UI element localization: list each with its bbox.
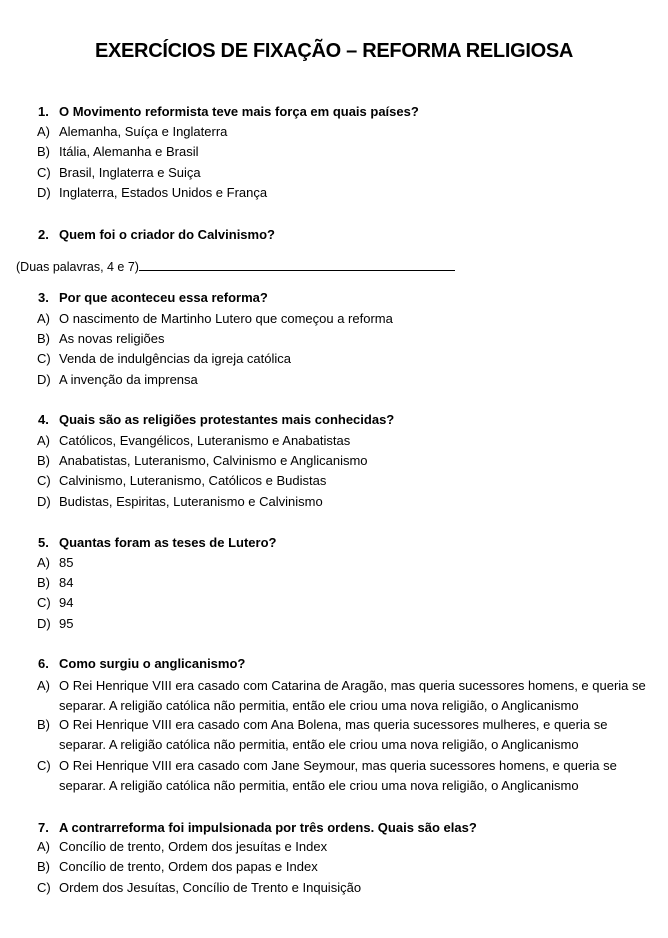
option-text: O nascimento de Martinho Lutero que começou a reforma [59,311,393,326]
option-5b [37,573,652,593]
option-5a [37,553,652,573]
option-letter: C) [37,595,51,610]
option-text: Alemanha, Suíça e Inglaterra [59,124,228,139]
question-5 [38,535,276,550]
option-7a [37,837,652,857]
question-number: 4. [38,412,49,427]
hint-text: (Duas palavras, 4 e 7) [16,260,139,274]
option-text: Concílio de trento, Ordem dos jesuítas e Index [59,839,328,854]
option-letter: B) [37,717,50,732]
question-number: 3. [38,290,49,305]
option-5c [37,593,652,613]
option-letter: C) [37,880,51,895]
question-1 [38,104,419,119]
option-text: 85 [59,555,74,570]
question-4 [38,412,394,427]
option-3d [37,370,652,390]
option-text: Anabatistas, Luteranismo, Calvinismo e Anglicanismo [59,453,368,468]
option-text: 84 [59,575,74,590]
option-text: 94 [59,595,74,610]
option-text: Inglaterra, Estados Unidos e França [59,185,268,200]
option-text: Itália, Alemanha e Brasil [59,144,199,159]
option-1b [37,142,652,162]
option-6a [37,676,652,716]
question-text: Quantas foram as teses de Lutero? [59,535,277,550]
option-letter: A) [37,311,50,326]
question-text: O Movimento reformista teve mais força em quais países? [59,104,419,119]
option-3b [37,329,652,349]
option-text: O Rei Henrique VIII era casado com Catarina de Aragão, mas queria sucessores homens, e queria se separar. A religião católica não permitia, então ele criou uma nova religião, o Anglicanismo [59,678,646,713]
option-1a [37,122,652,142]
question-7 [38,820,477,835]
option-text: Venda de indulgências da igreja católica [59,351,292,366]
option-letter: C) [37,758,51,773]
question-text: Quais são as religiões protestantes mais conhecidas? [59,412,395,427]
option-3c [37,349,652,369]
page-title: EXERCÍCIOS DE FIXAÇÃO – REFORMA RELIGIOSA [94,40,574,62]
option-letter: B) [37,144,50,159]
question-text: A contrarreforma foi impulsionada por três ordens. Quais são elas? [59,820,477,835]
option-letter: B) [37,575,50,590]
option-1c [37,163,652,183]
question-number: 5. [38,535,49,550]
question-text: Quem foi o criador do Calvinismo? [59,227,275,242]
option-letter: D) [37,185,51,200]
option-letter: A) [37,555,50,570]
option-letter: A) [37,678,50,693]
question-number: 7. [38,820,49,835]
option-5d [37,614,652,634]
option-text: 95 [59,616,74,631]
option-text: A invenção da imprensa [59,372,198,387]
question-3 [38,290,268,305]
option-text: As novas religiões [59,331,165,346]
question-number: 2. [38,227,49,242]
option-letter: D) [37,616,51,631]
option-letter: B) [37,859,50,874]
answer-blank-line [139,258,455,271]
option-4d [37,492,652,512]
option-text: Budistas, Espiritas, Luteranismo e Calvinismo [59,494,323,509]
option-4a [37,431,652,451]
option-text: Brasil, Inglaterra e Suiça [59,165,201,180]
option-text: O Rei Henrique VIII era casado com Jane Seymour, mas queria sucessores homens, e queria se separar. A religião católica não permitia, então ele criou uma nova religião, o Anglicanismo [59,758,617,793]
option-4b [37,451,652,471]
option-letter: A) [37,839,50,854]
option-7c [37,878,652,898]
option-1d [37,183,652,203]
question-text: Por que aconteceu essa reforma? [59,290,268,305]
option-6b [37,715,652,755]
question-6 [38,656,245,671]
option-text: Concílio de trento, Ordem dos papas e Index [59,859,318,874]
option-letter: A) [37,433,50,448]
option-text: O Rei Henrique VIII era casado com Ana Bolena, mas queria sucessores mulheres, e queria se separar. A religião católica não permitia, então ele criou uma nova religião, o Anglicanismo [59,717,608,752]
option-7b [37,857,652,877]
option-letter: B) [37,331,50,346]
answer-hint [16,258,455,274]
option-letter: C) [37,165,51,180]
option-letter: B) [37,453,50,468]
option-3a [37,309,652,329]
option-letter: A) [37,124,50,139]
question-number: 6. [38,656,49,671]
question-2 [38,227,275,242]
option-text: Calvinismo, Luteranismo, Católicos e Budistas [59,473,327,488]
option-4c [37,471,652,491]
option-6c [37,756,652,796]
option-letter: D) [37,494,51,509]
question-number: 1. [38,104,49,119]
option-text: Católicos, Evangélicos, Luteranismo e Anabatistas [59,433,351,448]
option-letter: C) [37,351,51,366]
option-letter: C) [37,473,51,488]
option-text: Ordem dos Jesuítas, Concílio de Trento e Inquisição [59,880,362,895]
option-letter: D) [37,372,51,387]
question-text: Como surgiu o anglicanismo? [59,656,246,671]
